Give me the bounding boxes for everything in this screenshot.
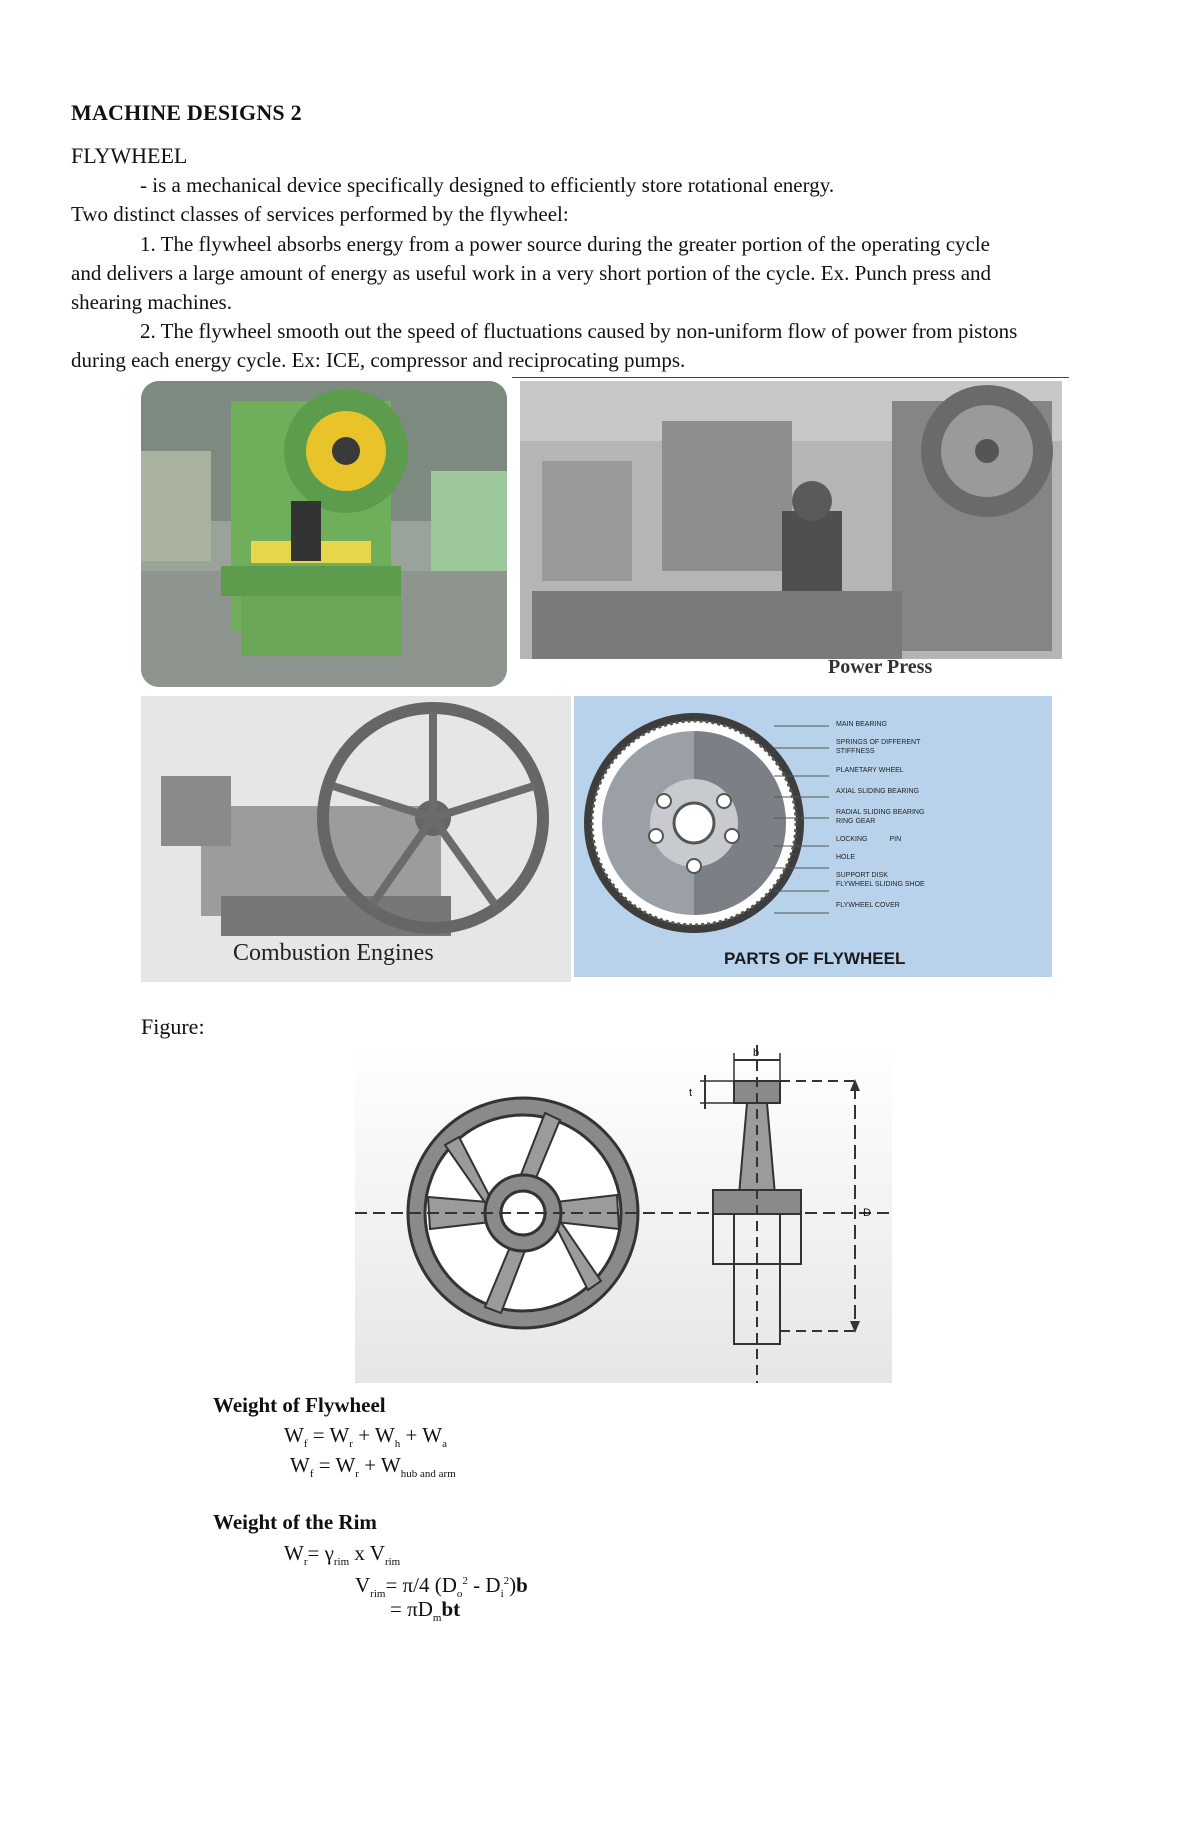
power-press-photo	[512, 381, 1070, 691]
figure-label: Figure:	[141, 1014, 205, 1039]
weight-of-flywheel-heading: Weight of Flywheel	[213, 1393, 386, 1417]
parts-label: RADIAL SLIDING BEARING	[836, 809, 925, 816]
flywheel-weight-formula-1: $W_f = W_r + W_h + W_a$	[284, 1423, 447, 1451]
parts-label: SPRINGS OF DIFFERENT	[836, 739, 921, 746]
parts-label: MAIN BEARING	[836, 721, 887, 728]
dimension-t-label: t	[689, 1087, 693, 1099]
parts-caption: PARTS OF FLYWHEEL	[724, 949, 906, 968]
punch-press-photo	[141, 381, 507, 687]
parts-label: FLYWHEEL SLIDING SHOE	[836, 881, 925, 888]
parts-label: SUPPORT DISK	[836, 872, 888, 879]
parts-label: RING GEAR	[836, 818, 876, 825]
service-item-2-line-1: 2. The flywheel smooth out the speed of fluctuations caused by non-uniform flow of power from pistons	[140, 319, 1018, 343]
service-item-2-line-2: during each energy cycle. Ex: ICE, compressor and reciprocating pumps.	[71, 348, 686, 372]
service-item-1-line-1: 1. The flywheel absorbs energy from a power source during the greater portion of the operating cycle	[140, 232, 991, 256]
parts-label: LOCKING	[836, 836, 868, 843]
divider	[512, 377, 1069, 378]
service-item-1-line-3: shearing machines.	[71, 290, 232, 314]
power-press-caption: Power Press	[828, 656, 933, 678]
parts-label: PLANETARY WHEEL	[836, 767, 904, 774]
parts-label: HOLE	[836, 854, 856, 861]
rim-volume-formula: $V_{rim}= \pi/4$ $(D_o^2 - D_i^2)b$	[355, 1573, 528, 1601]
intro-text: Two distinct classes of services performed by the flywheel:	[71, 202, 569, 226]
flywheel-dimension-diagram	[355, 1045, 892, 1383]
rim-weight-formula: $W_r= \gamma_{rim}$ x $V_{rim}$	[284, 1541, 401, 1569]
section-heading: FLYWHEEL	[71, 143, 188, 168]
parts-label: PIN	[889, 836, 902, 843]
engine-caption: Combustion Engines	[233, 940, 434, 966]
service-item-1-line-2: and delivers a large amount of energy as useful work in a very short portion of the cycle. Ex. Punch press and	[71, 261, 992, 285]
parts-label: STIFFNESS	[836, 748, 875, 755]
parts-of-flywheel-diagram	[574, 696, 1052, 977]
parts-label: FLYWHEEL COVER	[836, 902, 900, 909]
dimension-b-label: b	[753, 1047, 760, 1059]
weight-of-rim-heading: Weight of the Rim	[213, 1510, 377, 1534]
combustion-engine-photo	[141, 696, 571, 982]
parts-label: AXIAL SLIDING BEARING	[836, 788, 919, 795]
dimension-d-label: D	[863, 1207, 871, 1219]
flywheel-weight-formula-2: $W_f = W_r + W_{hub and arm}$	[290, 1453, 456, 1481]
definition-text: - is a mechanical device specifically designed to efficiently store rotational energy.	[140, 173, 835, 197]
document-title: MACHINE DESIGNS 2	[71, 100, 302, 125]
rim-volume-formula-alt: = $\pi D_mbt$	[390, 1597, 461, 1625]
